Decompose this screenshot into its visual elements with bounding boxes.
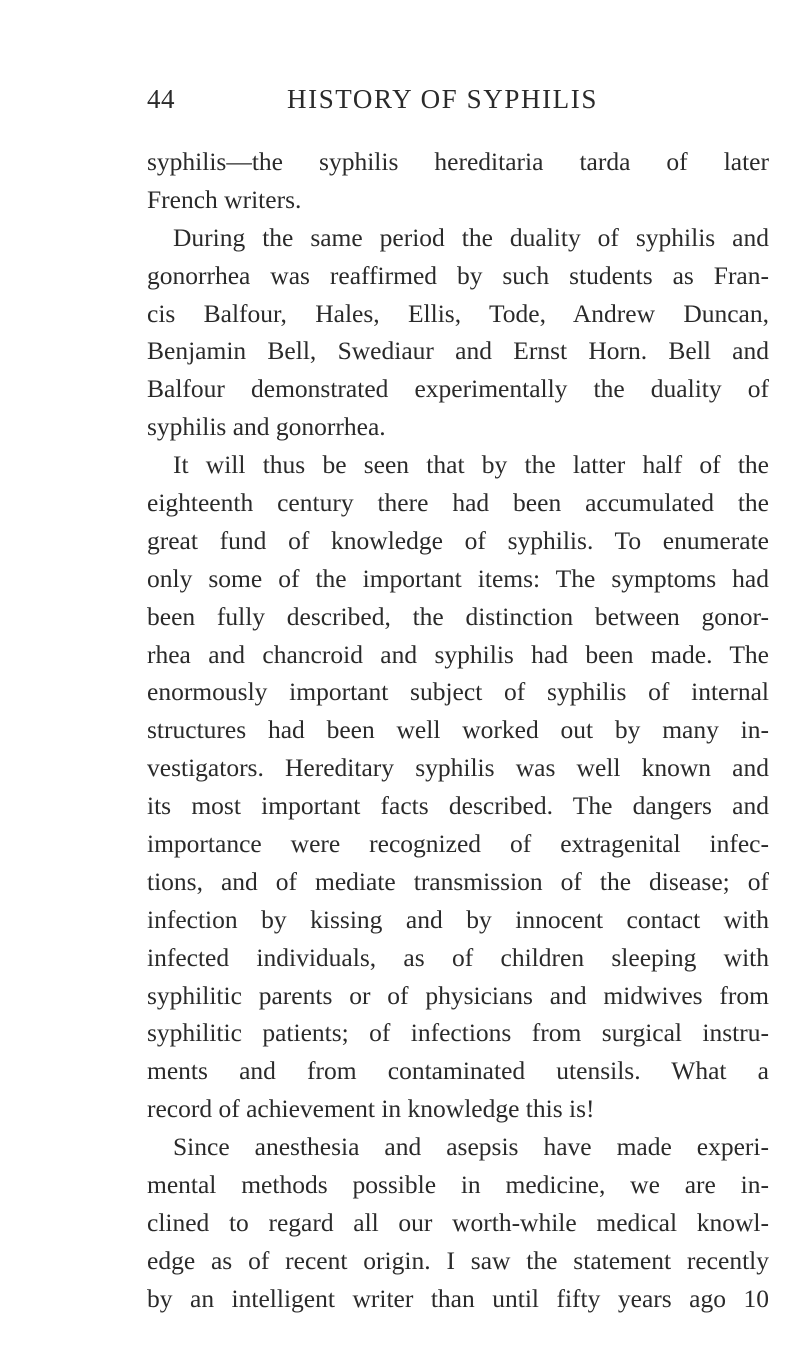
body-text (147, 143, 769, 1318)
text-line: infected individuals, as of children sleeping with (147, 942, 769, 972)
text-line: syphilitic parents or of physicians and midwives from (147, 980, 769, 1010)
text-line: During the same period the duality of syphilis and (173, 222, 769, 252)
text-line: syphilis and gonorrhea. (147, 412, 386, 442)
text-line: syphilitic patients; of infections from surgical instru- (147, 1018, 769, 1048)
text-line: eighteenth century there had been accumulated the (147, 488, 769, 518)
text-line: vestigators. Hereditary syphilis was well known and (147, 753, 769, 783)
running-head (147, 84, 769, 124)
text-line: Balfour demonstrated experimentally the duality of (147, 374, 769, 404)
text-line: only some of the important items: The symptoms had (147, 563, 769, 593)
text-line: by an intelligent writer than until fifty years ago 10 (147, 1283, 769, 1313)
text-line: been fully described, the distinction between gonor- (147, 601, 769, 631)
text-line: mental methods possible in medicine, we are in- (147, 1170, 769, 1200)
text-line: importance were recognized of extragenital infec- (147, 829, 769, 859)
text-line: cis Balfour, Hales, Ellis, Tode, Andrew Duncan, (147, 298, 769, 328)
text-line: record of achievement in knowledge this is! (147, 1094, 595, 1124)
text-line: its most important facts described. The dangers and (147, 791, 769, 821)
page-number: 44 (147, 84, 175, 114)
text-line: structures had been well worked out by many in- (147, 715, 769, 745)
text-line: gonorrhea was reaffirmed by such students as Fran- (147, 260, 769, 290)
running-title: HISTORY OF SYPHILIS (287, 84, 598, 114)
text-line: tions, and of mediate transmission of the disease; of (147, 866, 769, 896)
text-line: Benjamin Bell, Swediaur and Ernst Horn. Bell and (147, 336, 769, 366)
text-line: clined to regard all our worth-while medical knowl- (147, 1207, 769, 1237)
text-line: Since anesthesia and asepsis have made experi- (173, 1132, 769, 1162)
text-line: syphilis—the syphilis hereditaria tarda of later (147, 147, 769, 176)
text-line: great fund of knowledge of syphilis. To enumerate (147, 525, 769, 555)
text-line: ments and from contaminated utensils. What a (147, 1056, 769, 1086)
text-line: rhea and chancroid and syphilis had been made. The (147, 639, 769, 669)
text-line: edge as of recent origin. I saw the statement recently (147, 1245, 769, 1275)
text-line: It will thus be seen that by the latter half of the (173, 450, 769, 480)
text-line: infection by kissing and by innocent contact with (147, 904, 769, 934)
text-line: enormously important subject of syphilis of internal (147, 677, 769, 707)
text-line: French writers. (147, 184, 302, 214)
